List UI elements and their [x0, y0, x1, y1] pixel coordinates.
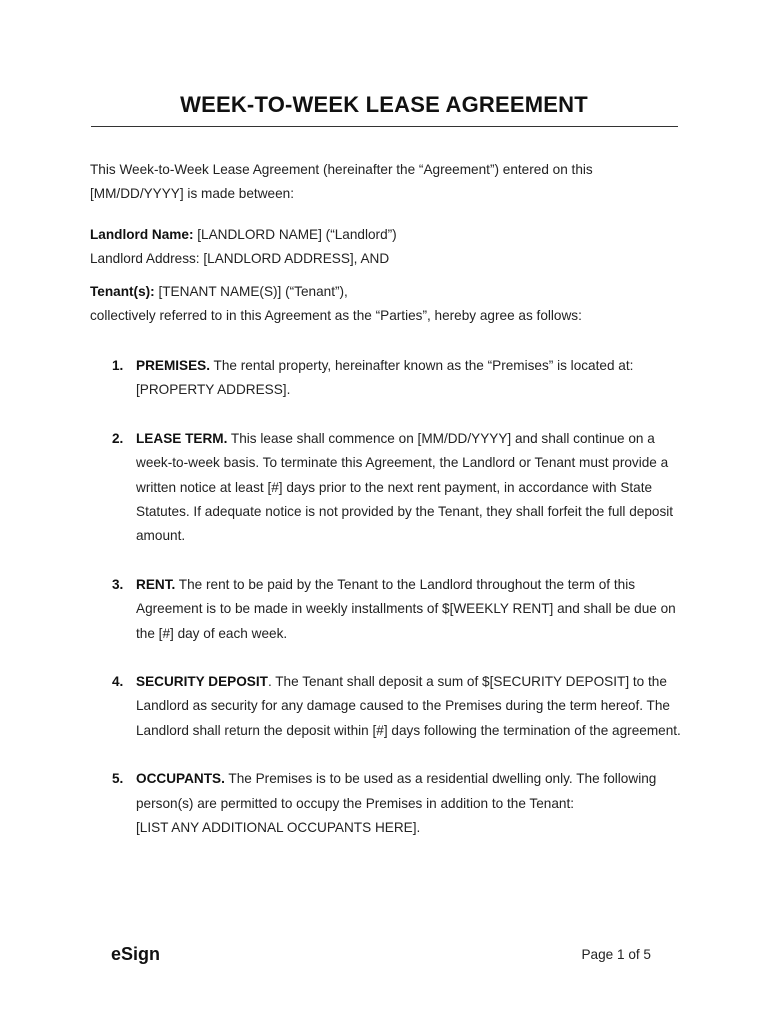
section-heading: RENT. [136, 576, 176, 592]
landlord-name-value: [LANDLORD NAME] (“Landlord”) [193, 227, 397, 242]
section-rent [90, 573, 690, 646]
section-occupants [90, 767, 690, 840]
tenant-block [90, 280, 680, 328]
parties-line: collectively referred to in this Agreement as the “Parties”, hereby agree as follows: [90, 308, 582, 323]
section-text: The rent to be paid by the Tenant to the Landlord throughout the term of this Agreement is to be made in weekly installments of $[WEEKLY RENT] and shall be due on the [#] day of each week. [136, 576, 676, 641]
intro-line-1: This Week-to-Week Lease Agreement (hereinafter the “Agreement”) entered on this [90, 162, 593, 177]
section-text: The rental property, hereinafter known as the “Premises” is located at: [PROPERTY ADDRESS]. [136, 358, 634, 398]
tenant-label: Tenant(s): [90, 284, 155, 299]
landlord-name-line [90, 223, 680, 247]
section-number: 2. [112, 430, 124, 446]
tenant-line [90, 280, 680, 304]
landlord-name-label: Landlord Name: [90, 227, 194, 242]
section-text: The Premises is to be used as a residential dwelling only. The following person(s) are permitted to occupy the Premises in addition to the Tenant: [136, 771, 657, 811]
page-indicator: Page 1 of 5 [581, 947, 651, 962]
intro-paragraph [90, 158, 680, 206]
terms-list [90, 354, 690, 865]
section-heading: SECURITY DEPOSIT [136, 674, 268, 690]
section-security-deposit [90, 670, 690, 743]
section-number: 1. [112, 358, 124, 373]
section-number: 5. [112, 771, 124, 787]
landlord-block [90, 223, 680, 271]
section-number: 4. [112, 674, 124, 690]
occupants-placeholder: [LIST ANY ADDITIONAL OCCUPANTS HERE]. [136, 820, 421, 836]
section-number: 3. [112, 576, 124, 592]
section-lease-term [90, 427, 690, 549]
landlord-address-line: Landlord Address: [LANDLORD ADDRESS], AND [90, 251, 390, 266]
section-text: This lease shall commence on [MM/DD/YYYY] and shall continue on a week-to-week basis. To terminate this Agreement, the Landlord or Tenant must provide a written notice at least [#] days prior to the next rent payment, in accordance with State Statutes. If adequate notice is not provided by the Tenant, they shall forfeit the full deposit amount. [136, 430, 674, 544]
section-heading: OCCUPANTS. [136, 771, 225, 787]
title-divider [91, 126, 678, 127]
section-heading: LEASE TERM. [136, 430, 228, 446]
section-text: . The Tenant shall deposit a sum of $[SECURITY DEPOSIT] to the Landlord as security for any damage caused to the Premises during the term hereof. The Landlord shall return the deposit within [#] days following the termination of the agreement. [136, 674, 681, 738]
document-title: WEEK-TO-WEEK LEASE AGREEMENT [180, 92, 588, 117]
esign-logo: eSign [111, 944, 161, 964]
tenant-value: [TENANT NAME(S)] (“Tenant”), [154, 284, 348, 299]
intro-line-2: [MM/DD/YYYY] is made between: [90, 186, 294, 201]
section-premises [90, 354, 690, 403]
section-heading: PREMISES. [136, 358, 211, 373]
